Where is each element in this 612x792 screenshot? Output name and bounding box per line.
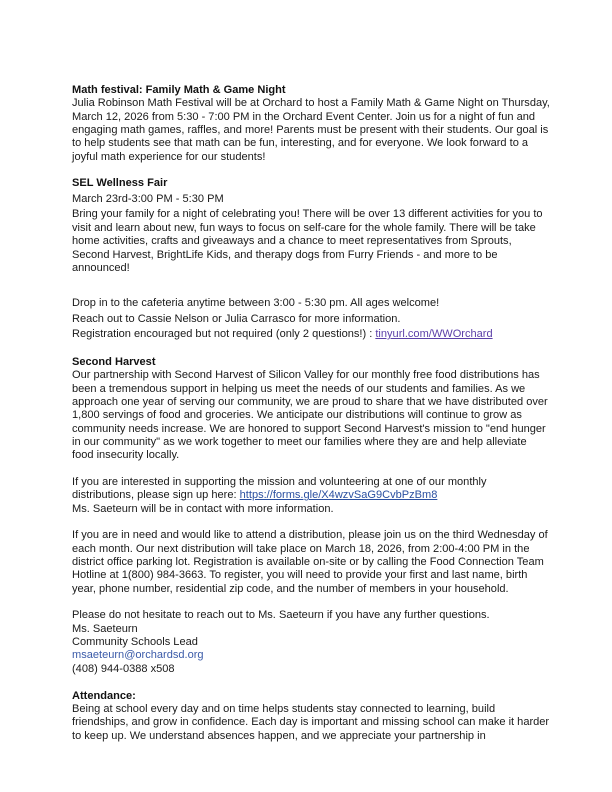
sel-fair-section (72, 177, 550, 342)
signature-name: Ms. Saeteurn (72, 622, 138, 635)
signature-phone: (408) 944-0388 x508 (72, 662, 175, 675)
second-harvest-body: Our partnership with Second Harvest of Silicon Valley for our monthly free food distributions has been a tremendous support in helping us meet the needs of our students and families. As we approach one year of serving our community, we are proud to share that we have distributed over 1,800 servings of food and groceries. We anticipate our distributions will continue to grow as community needs increase. We are honored to support Second Harvest's mission to "end hunger in our community" as we work together to meet our families where they are and help alleviate food insecurity locally. (72, 369, 548, 462)
math-festival-body: Julia Robinson Math Festival will be at Orchard to host a Family Math & Game Night on Thursday, March 12, 2026 from 5:30 - 7:00 PM in the Orchard Event Center. Join us for a night of fun and engaging math games, raffles, and more! Parents must be present with their students. Our goal is to help students see that math can be fun, interesting, and for everyone. We look forward to a joyful math experience for our students! (72, 97, 550, 163)
volunteer-signup-link[interactable]: https://forms.gle/X4wzvSaG9CvbPzBm8 (239, 489, 438, 502)
registration-text: Registration encouraged but not required (only 2 questions!) : (72, 328, 376, 341)
sel-fair-date: March 23rd-3:00 PM - 5:30 PM (72, 192, 224, 205)
sel-fair-heading: SEL Wellness Fair (72, 177, 168, 190)
sel-fair-registration (72, 327, 550, 343)
signature-title: Community Schools Lead (72, 636, 198, 649)
volunteer-text: If you are interested in supporting the mission and volunteering at one of our monthly distributions, please sign up here: (72, 476, 487, 502)
attendance-body: Being at school every day and on time helps students stay connected to learning, build friendships, and grow in confidence. Each day is important and missing school can make it harder to keep up. We understand absences happen, and we appreciate your partnership in (72, 702, 550, 742)
volunteer-followup: Ms. Saeteurn will be in contact with more information. (72, 502, 334, 515)
newsletter-page (72, 84, 550, 743)
sel-fair-contact: Reach out to Cassie Nelson or Julia Carrasco for more information. (72, 312, 401, 325)
closing-text: Please do not hesitate to reach out to Ms. Saeteurn if you have any further questions. (72, 609, 490, 622)
math-festival-section (72, 84, 550, 164)
math-festival-heading: Math festival: Family Math & Game Night (72, 84, 286, 96)
second-harvest-section (72, 356, 550, 676)
volunteer-paragraph (72, 476, 550, 503)
sel-fair-drop-in: Drop in to the cafeteria anytime between 3:00 - 5:30 pm. All ages welcome! (72, 297, 440, 310)
signature-email[interactable]: msaeteurn@orchardsd.org (72, 649, 204, 662)
attend-distribution-text: If you are in need and would like to attend a distribution, please join us on the third Wednesday of each month. Our next distribution will take place on March 18, 2026, from 2:00-4:00 PM in the district office parking lot. Registration is available on-site or by calling the Food Connection Team Hotline at 1(800) 984-3663. To register, you will need to provide your first and last name, birth year, phone number, residential zip code, and the number of members in your household. (72, 529, 548, 595)
sel-fair-body: Bring your family for a night of celebrating you! There will be over 13 different activities for you to visit and learn about new, fun ways to focus on self-care for the whole family. There will be take home activities, crafts and giveaways and a chance to meet representatives from Sprouts, Second Harvest, BrightLife Kids, and therapy dogs from Furry Friends - and more to be announced! (72, 208, 543, 275)
attendance-section (72, 690, 550, 743)
second-harvest-heading: Second Harvest (72, 355, 156, 368)
attendance-heading: Attendance: (72, 689, 136, 702)
registration-link[interactable]: tinyurl.com/WWOrchard (375, 328, 493, 341)
